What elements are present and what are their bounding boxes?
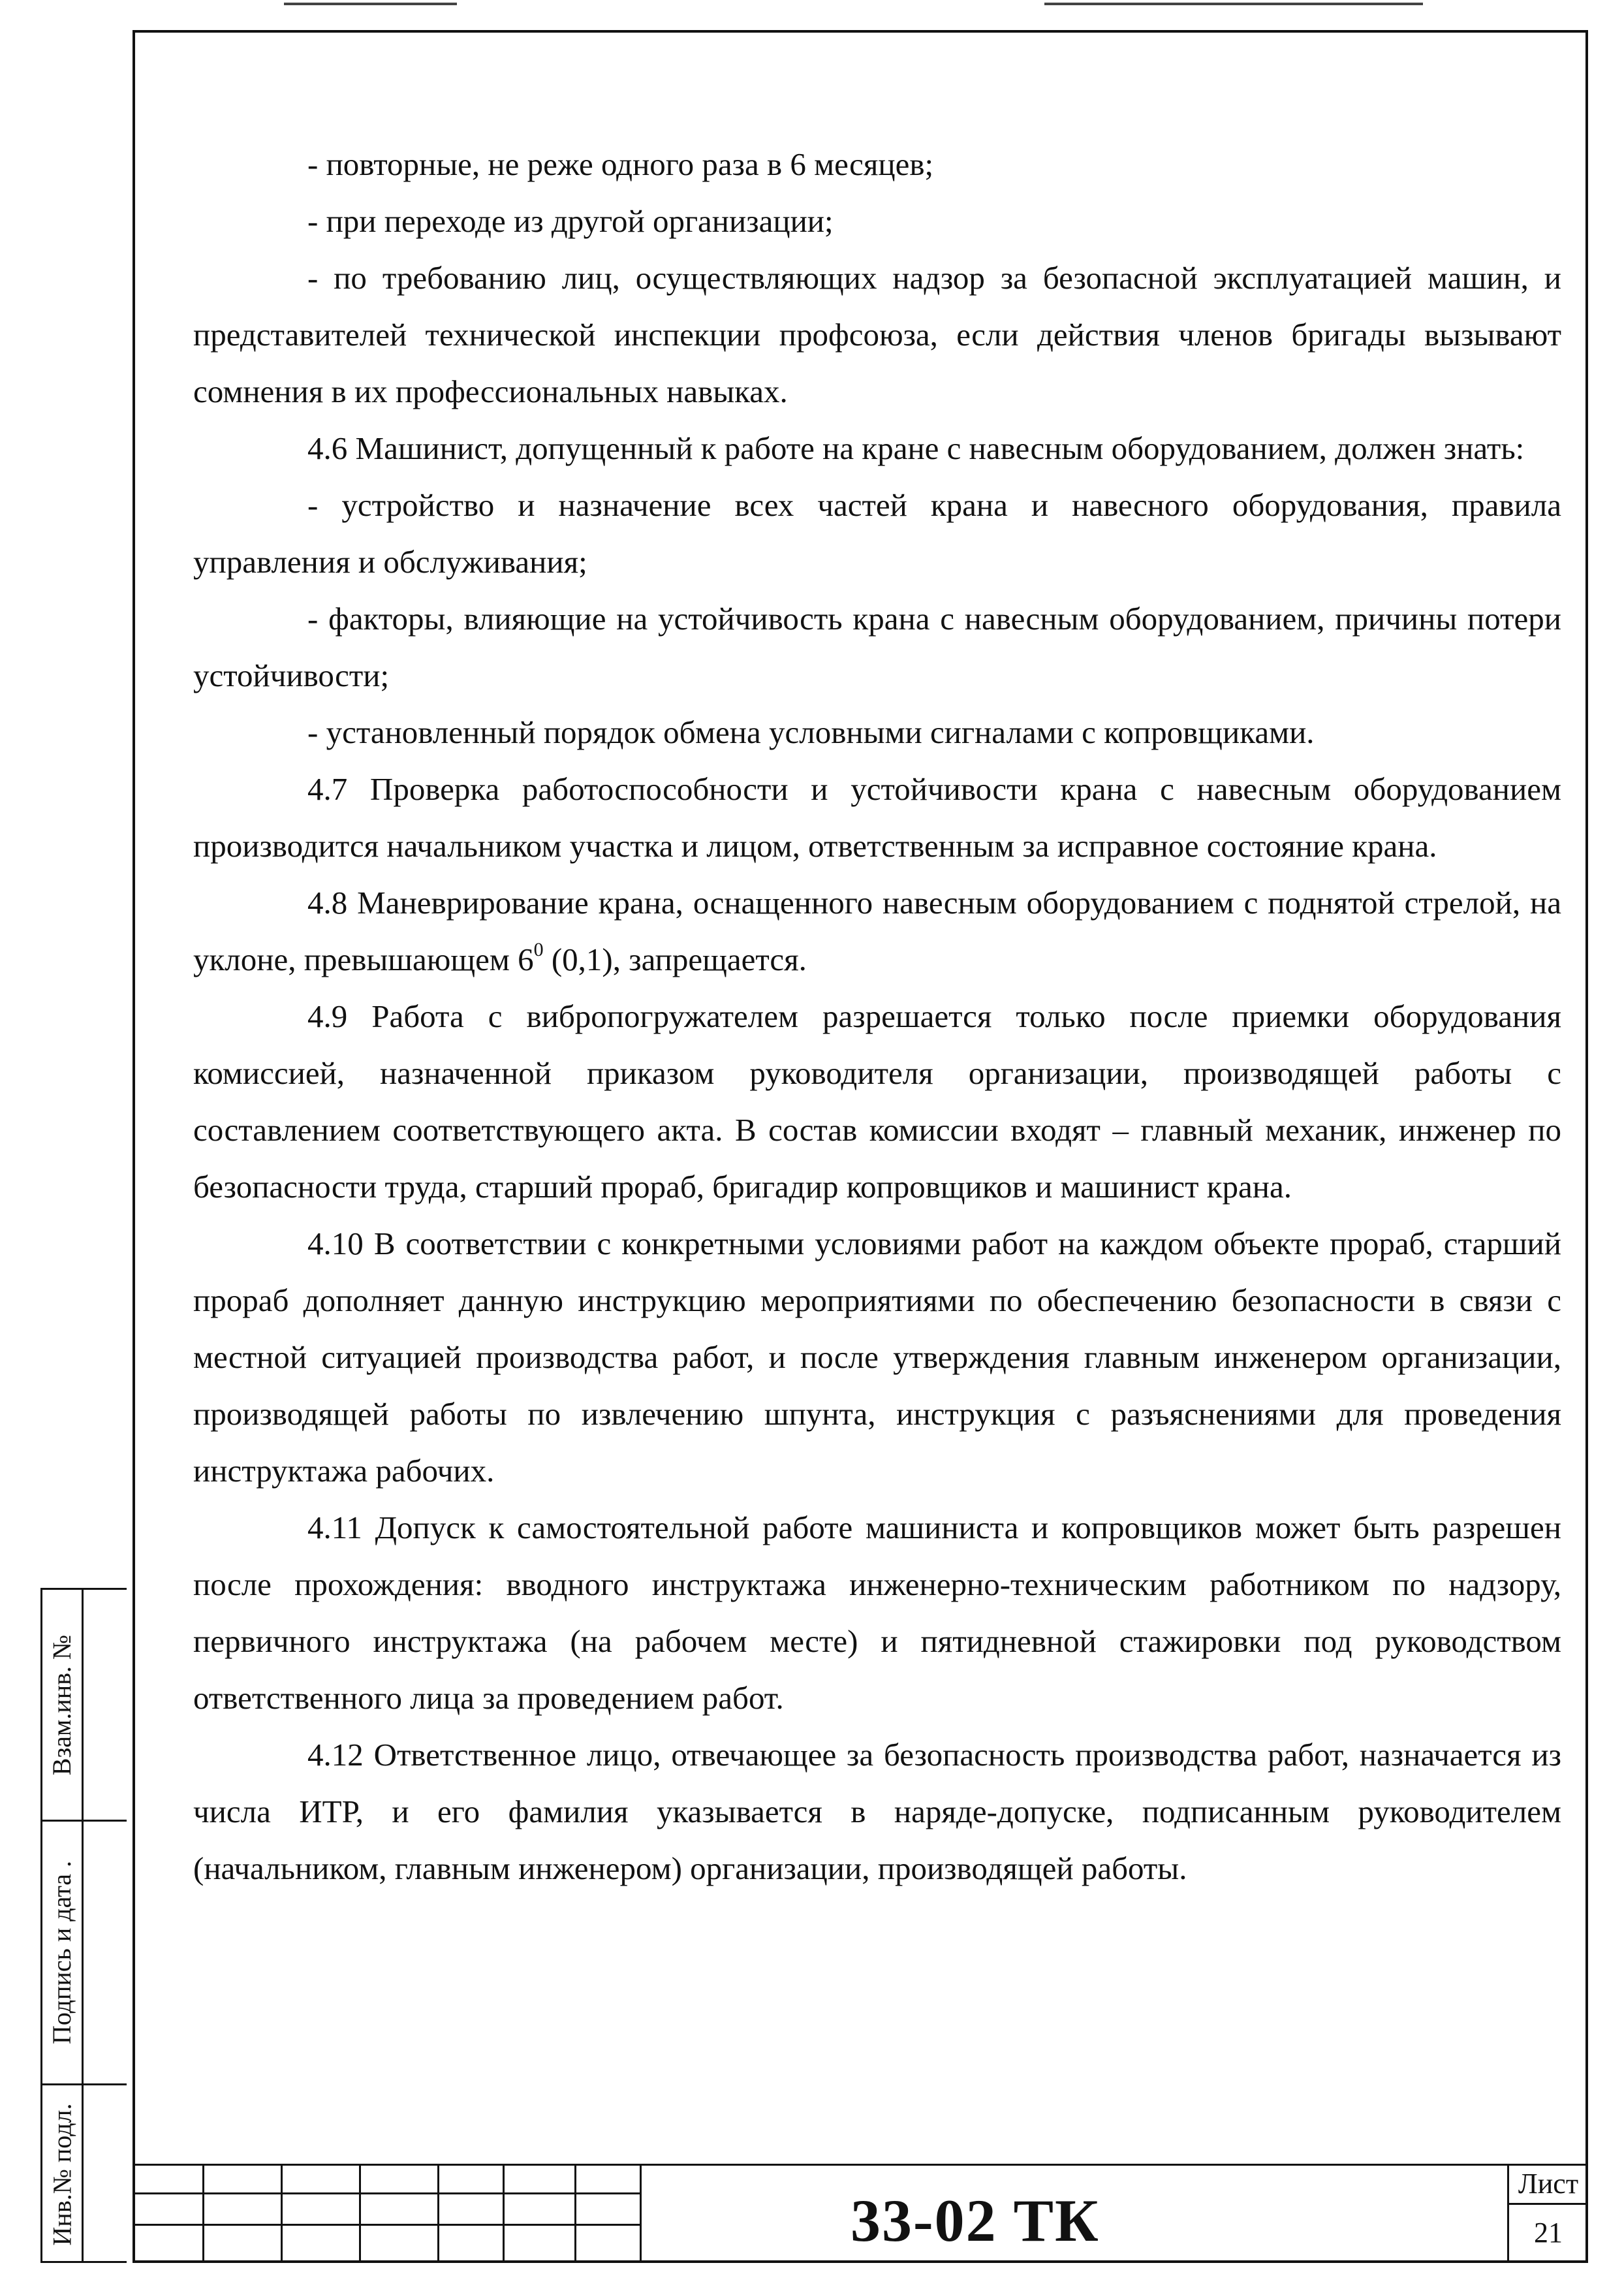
- signature-date-text: Подпись и дата .: [47, 1860, 77, 2045]
- title-block: [133, 2164, 1588, 2263]
- title-block-grid-divider: [437, 2164, 439, 2263]
- paragraph: - факторы, влияющие на устойчивость крана с навесным оборудованием, причины потери устойчивости;: [193, 601, 1561, 693]
- paragraph: 4.9 Работа с вибропогружателем разрешается только после приемки оборудования комиссией, назначенной приказом руководителя организации, производящей работы с составлением соответствующего акта. В состав комиссии входят – главный механик, инженер по безопасности труда, старший прораб, бригадир копровщиков и машинист крана.: [193, 998, 1561, 1205]
- sheet-number: 21: [1534, 2217, 1563, 2249]
- header-rule-right: [1044, 3, 1423, 5]
- side-stamp-divider: [82, 1590, 84, 2261]
- paragraph: 4.10 В соответствии с конкретными условиями работ на каждом объекте прораб, старший прораб дополняет данную инструкцию мероприятиями по обеспечению безопасности в связи с местной ситуацией производства работ, и после утверждения главным инженером организации, производящей работы по извлечению шпунта, инструкция с разъяснениями для проведения инструктажа рабочих.: [193, 1226, 1561, 1489]
- paragraph: 4.6 Машинист, допущенный к работе на кране с навесным оборудованием, должен знать:: [307, 430, 1525, 466]
- title-block-grid-divider: [281, 2164, 283, 2263]
- paragraph: - повторные, не реже одного раза в 6 месяцев;: [307, 146, 934, 182]
- signature-date-label: [42, 1822, 82, 2083]
- paragraph: - установленный порядок обмена условными сигналами с копровщиками.: [307, 714, 1315, 750]
- side-stamp: [40, 1588, 127, 2263]
- paragraph: 4.11 Допуск к самостоятельной работе машиниста и копровщиков может быть разрешен после прохождения: вводного инструктажа инженерно-техническим работником по надзору, первичного инструктажа (на рабочем месте) и пятидневной стажировки под руководством ответственного лица за проведением работ.: [193, 1510, 1561, 1716]
- paragraph: 4.12 Ответственное лицо, отвечающее за безопасность производства работ, назначается из числа ИТР, и его фамилия указывается в наряде-допуске, подписанным руководителем (начальником, главным инженером) организации, производящей работы.: [193, 1737, 1561, 1886]
- title-block-grid-divider: [574, 2164, 576, 2263]
- replacement-inventory-text: Взам.инв. №: [47, 1634, 77, 1775]
- original-inventory-label: [42, 2085, 82, 2263]
- paragraph: 4.7 Проверка работоспособности и устойчивости крана с навесным оборудованием производится начальником участка и лицом, ответственным за исправное состояние крана.: [193, 771, 1561, 864]
- paragraph: - при переходе из другой организации;: [307, 203, 834, 239]
- document-code: 33-02 ТК: [851, 2187, 1100, 2254]
- title-block-top-rule: [133, 2164, 1588, 2166]
- document-body: [193, 136, 1561, 1897]
- paragraph-text: 4.8 Маневрирование крана, оснащенного навесным оборудованием с поднятой стрелой, на уклоне, превышающем 6: [193, 885, 1561, 977]
- degree-superscript: 0: [533, 939, 544, 960]
- paragraph-text: (0,1), запрещается.: [543, 941, 807, 977]
- title-block-grid-rule: [133, 2224, 640, 2226]
- title-block-grid-divider: [503, 2164, 505, 2263]
- paragraph: - по требованию лиц, осуществляющих надзор за безопасной эксплуатацией машин, и представителей технической инспекции профсоюза, если действия членов бригады вызывают сомнения в их профессиональных навыках.: [193, 260, 1561, 409]
- title-block-grid-rule: [133, 2192, 640, 2194]
- paragraph: [193, 874, 1561, 988]
- title-block-grid-divider: [202, 2164, 204, 2263]
- replacement-inventory-label: [42, 1590, 82, 1820]
- original-inventory-text: Инв.№ подл.: [47, 2103, 77, 2245]
- title-block-grid-divider: [359, 2164, 361, 2263]
- title-block-grid-divider: [640, 2164, 642, 2263]
- header-rule-left: [284, 3, 457, 5]
- paragraph: - устройство и назначение всех частей крана и навесного оборудования, правила управления и обслуживания;: [193, 487, 1561, 580]
- sheet-label: Лист: [1518, 2168, 1579, 2200]
